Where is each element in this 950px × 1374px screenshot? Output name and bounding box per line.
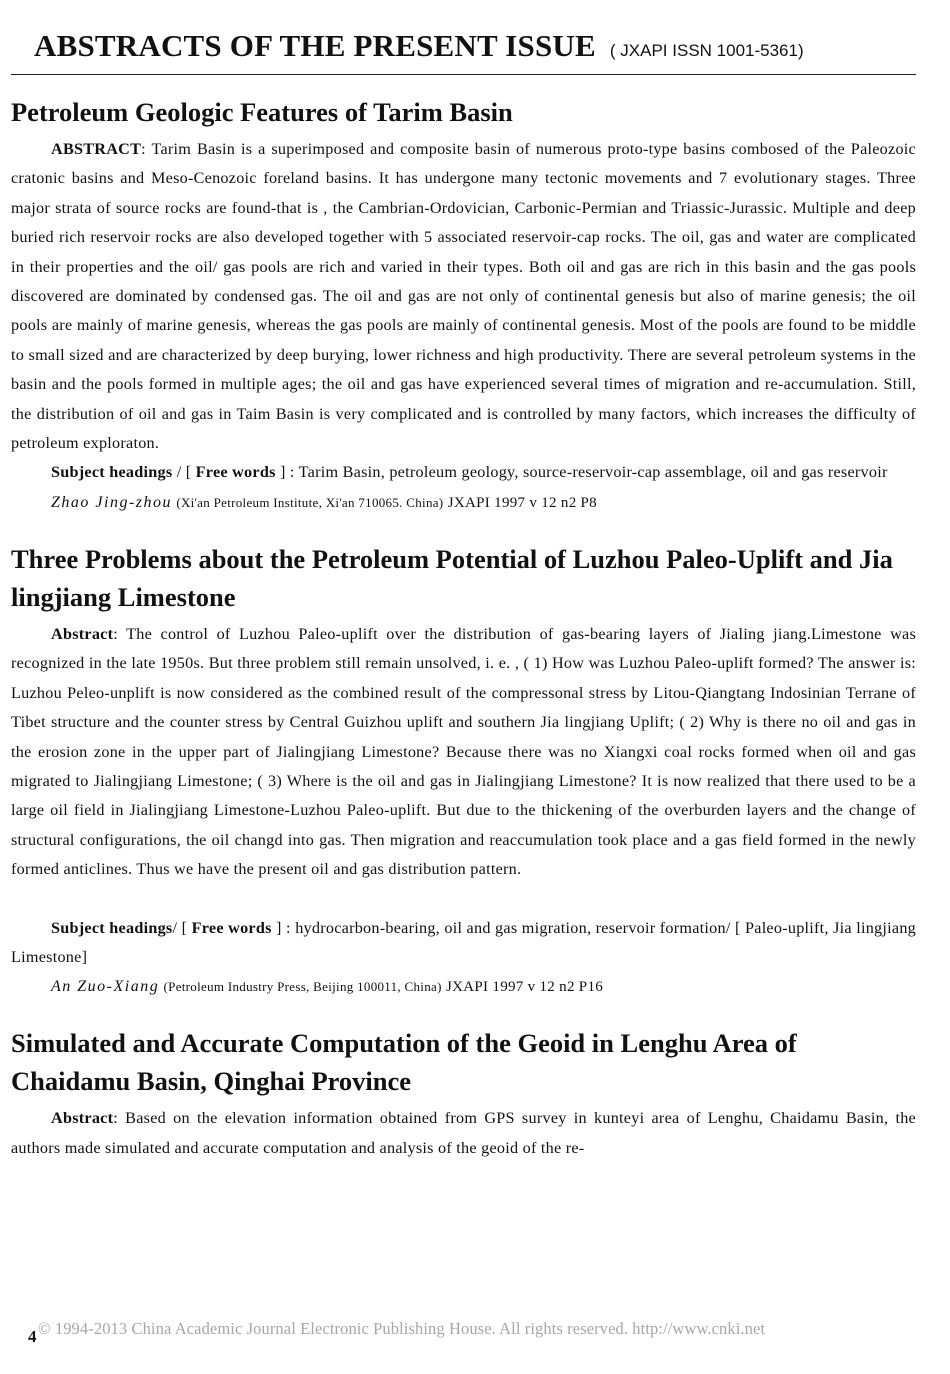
abstract-label: ABSTRACT — [51, 140, 142, 158]
subject-label: Subject headings — [51, 918, 173, 937]
subject-headings — [11, 458, 916, 487]
subject-close: ] : — [271, 918, 296, 937]
article-abstract — [11, 1104, 916, 1163]
article-citation — [11, 972, 916, 1002]
article-luzhou — [11, 540, 916, 1002]
page-header — [34, 28, 916, 64]
article-abstract — [11, 620, 916, 885]
abstract-text: : Based on the elevation information obtained from GPS survey in kunteyi area of Lenghu, Chaidamu Basin, the authors made simulated and accurate computation and analysis of the geoid of the re- — [11, 1109, 916, 1157]
article-geoid — [11, 1024, 916, 1163]
article-title: Petroleum Geologic Features of Tarim Basin — [11, 97, 513, 127]
article-title: Simulated and Accurate Computation of the Geoid in Lenghu Area of Chaidamu Basin, Qinghai Province — [11, 1028, 797, 1097]
journal-reference: JXAPI 1997 v 12 n2 P16 — [446, 979, 604, 996]
subject-text: Tarim Basin, petroleum geology, source-reservoir-cap assemblage, oil and gas reservoir — [298, 463, 888, 482]
page — [11, 28, 916, 1163]
journal-reference: JXAPI 1997 v 12 n2 P8 — [447, 494, 597, 511]
free-words-label: Free words — [191, 918, 272, 937]
free-words-label: Free words — [195, 463, 276, 482]
article-citation — [11, 488, 916, 518]
subject-headings — [11, 914, 916, 973]
abstract-label: Abstract — [51, 624, 114, 643]
author: Zhao Jing-zhou — [51, 493, 172, 511]
article-tarim — [11, 93, 916, 518]
subject-label: Subject headings — [51, 463, 173, 482]
section-title: ABSTRACTS OF THE PRESENT ISSUE — [34, 28, 596, 63]
subject-close: ] : — [275, 463, 299, 482]
affiliation: (Xi'an Petroleum Institute, Xi'an 710065. China) — [176, 494, 444, 510]
page-footer — [28, 1319, 950, 1349]
header-divider — [11, 74, 916, 75]
subject-text: hydrocarbon-bearing, oil and gas migration, reservoir formation/ [ Paleo-uplift, Jia lingjiang Limestone] — [11, 918, 917, 966]
article-title: Three Problems about the Petroleum Potential of Luzhou Paleo-Uplift and Jia lingjiang Limestone — [11, 543, 893, 612]
article-abstract — [11, 135, 916, 458]
abstract-text: : Tarim Basin is a superimposed and composite basin of numerous proto-type basins combosed of the Paleozoic cratonic basins and Meso-Cenozoic foreland basins. It has undergone many tectonic movements and 7 evolutionary stages. Three major strata of source rocks are found-that is , the Cambrian-Ordovician, Carbonic-Permian and Triassic-Jurassic. Multiple and deep buried rich reservoir rocks are also developed together with 5 associated reservoir-cap rocks. The oil, gas and water are complicated in their properties and the oil/ gas pools are rich and varied in their types. Both oil and gas are rich in this basin and the gas pools discovered are dominated by condensed gas. The oil and gas are not only of continental genesis but also of marine genesis; the oil pools are mainly of marine genesis, whereas the gas pools are mainly of continental genesis. Most of the pools are found to be middle to small sized and are characterized by deep burying, lower richness and high productivity. There are several petroleum systems in the basin and the pools formed in multiple ages; the oil and gas have experienced several times of migration and re-accumulation. Still, the distribution of oil and gas in Taim Basin is very complicated and is controlled by many factors, which increases the difficulty of petroleum exploraton. — [11, 140, 916, 453]
page-number: 4 — [28, 1327, 37, 1346]
abstract-text: : The control of Luzhou Paleo-uplift over the distribution of gas-bearing layers of Jialing jiang.Limestone was recognized in the late 1950s. But three problem still remain unsolved, i. e. , ( 1) How was Luzhou Paleo-uplift formed? The answer is: Luzhou Peleo-unplift is now considered as the combined result of the compressonal stress by Litou-Qiangtang Indosinian Terrane of Tibet structure and the counter stress by Central Guizhou uplift and southern Jia lingjiang Uplift; ( 2) Why is there no oil and gas in the erosion zone in the upper part of Jialingjiang Limestone? Because there was no Xiangxi coal rocks formed when oil and gas migrated to Jialingjiang Limestone; ( 3) Where is the oil and gas in Jialingjiang Limestone? It is now realized that there used to be a large oil field in Jialingjiang Limestone-Luzhou Paleo-uplift. But due to the thickening of the overburden layers and the change of structural configurations, the oil changd into gas. Then migration and reaccumulation took place and a gas field formed in the newly formed anticlines. Thus we have the present oil and gas distribution pattern. — [11, 624, 916, 879]
affiliation: (Petroleum Industry Press, Beijing 100011, China) — [163, 979, 442, 995]
subject-separator: / [ — [172, 463, 196, 482]
journal-issn: ( JXAPI ISSN 1001-5361) — [609, 41, 804, 60]
abstract-label: Abstract — [51, 1109, 114, 1128]
copyright-notice: © 1994-2013 China Academic Journal Electronic Publishing House. All rights reserved. http://www.cnki.net — [38, 1319, 766, 1338]
paragraph-gap — [11, 885, 916, 914]
author: An Zuo-Xiang — [51, 978, 160, 996]
subject-separator: / [ — [172, 918, 192, 937]
